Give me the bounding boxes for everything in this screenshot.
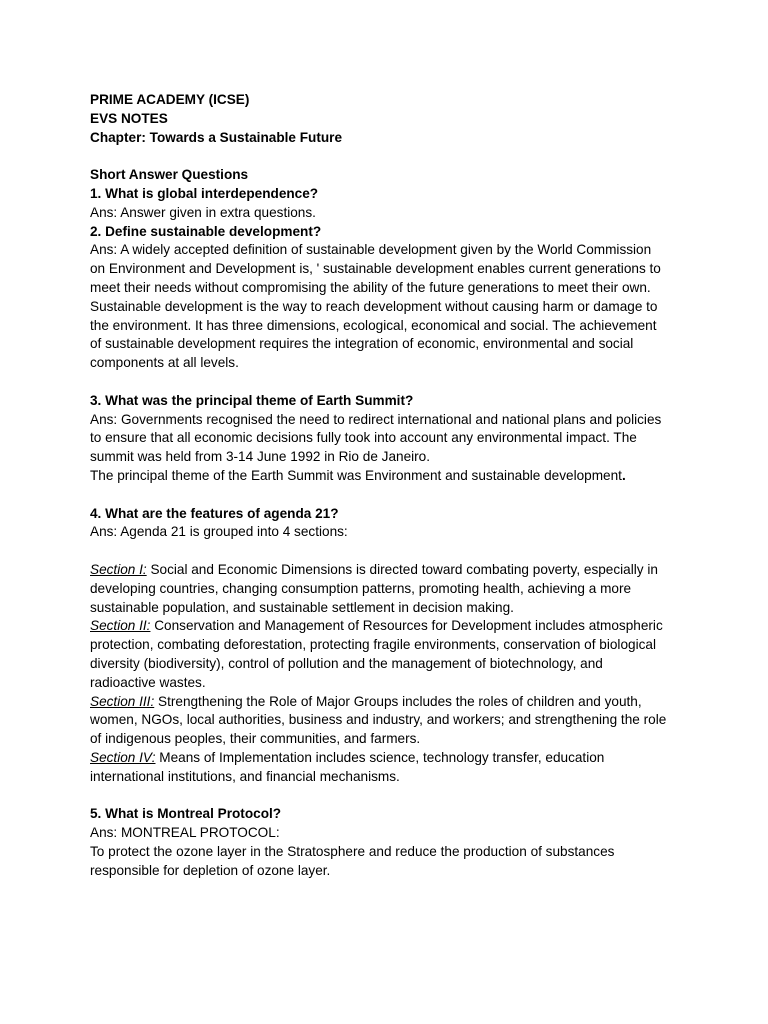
- section-1-line: sustainable population, and sustainable settlement in decision making.: [90, 599, 514, 615]
- section-4-text: Means of Implementation includes science, technology transfer, education: [155, 749, 605, 765]
- section-heading: Short Answer Questions: [90, 167, 249, 183]
- answer-2-line: the environment. It has three dimensions, ecological, economical and social. The achievement: [90, 317, 657, 333]
- section-3-line: of indigenous peoples, their communities, and farmers.: [90, 731, 421, 747]
- section-3-label: Section III:: [90, 693, 155, 709]
- section-2-line: protection, combating deforestation, protecting fragile environments, conservation of biological: [90, 637, 656, 653]
- document-body: [90, 91, 690, 880]
- answer-2-line: Sustainable development is the way to reach development without causing harm or damage to: [90, 298, 658, 314]
- answer-4-intro: Ans: Agenda 21 is grouped into 4 sections:: [90, 524, 348, 540]
- question-1: 1. What is global interdependence?: [90, 185, 319, 201]
- section-2-first-line: [90, 617, 690, 636]
- chapter-title: Chapter: Towards a Sustainable Future: [90, 129, 343, 145]
- answer-2-line: of sustainable development requires the integration of economic, environmental and social: [90, 336, 634, 352]
- spacer: [90, 786, 690, 805]
- section-1-first-line: [90, 561, 690, 580]
- section-2-line: radioactive wastes.: [90, 674, 206, 690]
- section-1-text: Social and Economic Dimensions is directed toward combating poverty, especially in: [146, 561, 658, 577]
- answer-3: [90, 411, 690, 486]
- answer-3-line: to ensure that all economic decisions fully took into account any environmental impact. The: [90, 430, 637, 446]
- answer-1: Ans: Answer given in extra questions.: [90, 204, 316, 220]
- theme-text: The principal theme of the Earth Summit was Environment and sustainable development: [90, 467, 622, 483]
- section-4-first-line: [90, 749, 690, 768]
- spacer: [90, 486, 690, 505]
- section-2-label: Section II:: [90, 618, 151, 634]
- question-3: 3. What was the principal theme of Earth Summit?: [90, 392, 414, 408]
- answer-2-line: components at all levels.: [90, 355, 239, 371]
- section-2-text: Conservation and Management of Resources for Development includes atmospheric: [150, 618, 663, 634]
- section-2-line: diversity (biodiversity), control of pollution and the management of biotechnology, and: [90, 655, 603, 671]
- answer-5-line: responsible for depletion of ozone layer.: [90, 862, 331, 878]
- answer-3-line: Ans: Governments recognised the need to redirect international and national plans and policies: [90, 411, 662, 427]
- notes-title: EVS NOTES: [90, 110, 168, 126]
- spacer: [90, 147, 690, 166]
- spacer: [90, 542, 690, 561]
- agenda-section-1: [90, 561, 690, 617]
- question-2: 2. Define sustainable development?: [90, 223, 322, 239]
- school-name: PRIME ACADEMY (ICSE): [90, 92, 250, 107]
- section-3-line: women, NGOs, local authorities, business and industry, and workers; and strengthening the role: [90, 712, 667, 728]
- answer-2-line: on Environment and Development is, ' sustainable development enables current generations to: [90, 261, 661, 277]
- answer-5: [90, 824, 690, 880]
- answer-3-theme: [90, 467, 690, 486]
- question-5: 5. What is Montreal Protocol?: [90, 806, 282, 822]
- agenda-section-4: [90, 749, 690, 787]
- answer-5-line: Ans: MONTREAL PROTOCOL:: [90, 825, 280, 841]
- section-4-label: Section IV:: [90, 749, 156, 765]
- section-1-label: Section I:: [90, 561, 147, 577]
- answer-2-line: meet their needs without compromising the ability of the future generations to meet their own.: [90, 279, 651, 295]
- section-4-line: international institutions, and financial mechanisms.: [90, 768, 400, 784]
- section-1-line: developing countries, changing consumption patterns, promoting health, achieving a more: [90, 580, 632, 596]
- spacer: [90, 373, 690, 392]
- answer-3-line: summit was held from 3-14 June 1992 in Rio de Janeiro.: [90, 449, 431, 465]
- agenda-section-3: [90, 693, 690, 749]
- answer-5-line: To protect the ozone layer in the Stratosphere and reduce the production of substances: [90, 843, 615, 859]
- agenda-section-2: [90, 617, 690, 692]
- answer-2: [90, 241, 690, 373]
- question-4: 4. What are the features of agenda 21?: [90, 505, 339, 521]
- section-3-first-line: [90, 693, 690, 712]
- theme-period: .: [621, 467, 626, 483]
- answer-2-line: Ans: A widely accepted definition of sustainable development given by the World Commission: [90, 242, 652, 258]
- section-3-text: Strengthening the Role of Major Groups includes the roles of children and youth,: [154, 693, 642, 709]
